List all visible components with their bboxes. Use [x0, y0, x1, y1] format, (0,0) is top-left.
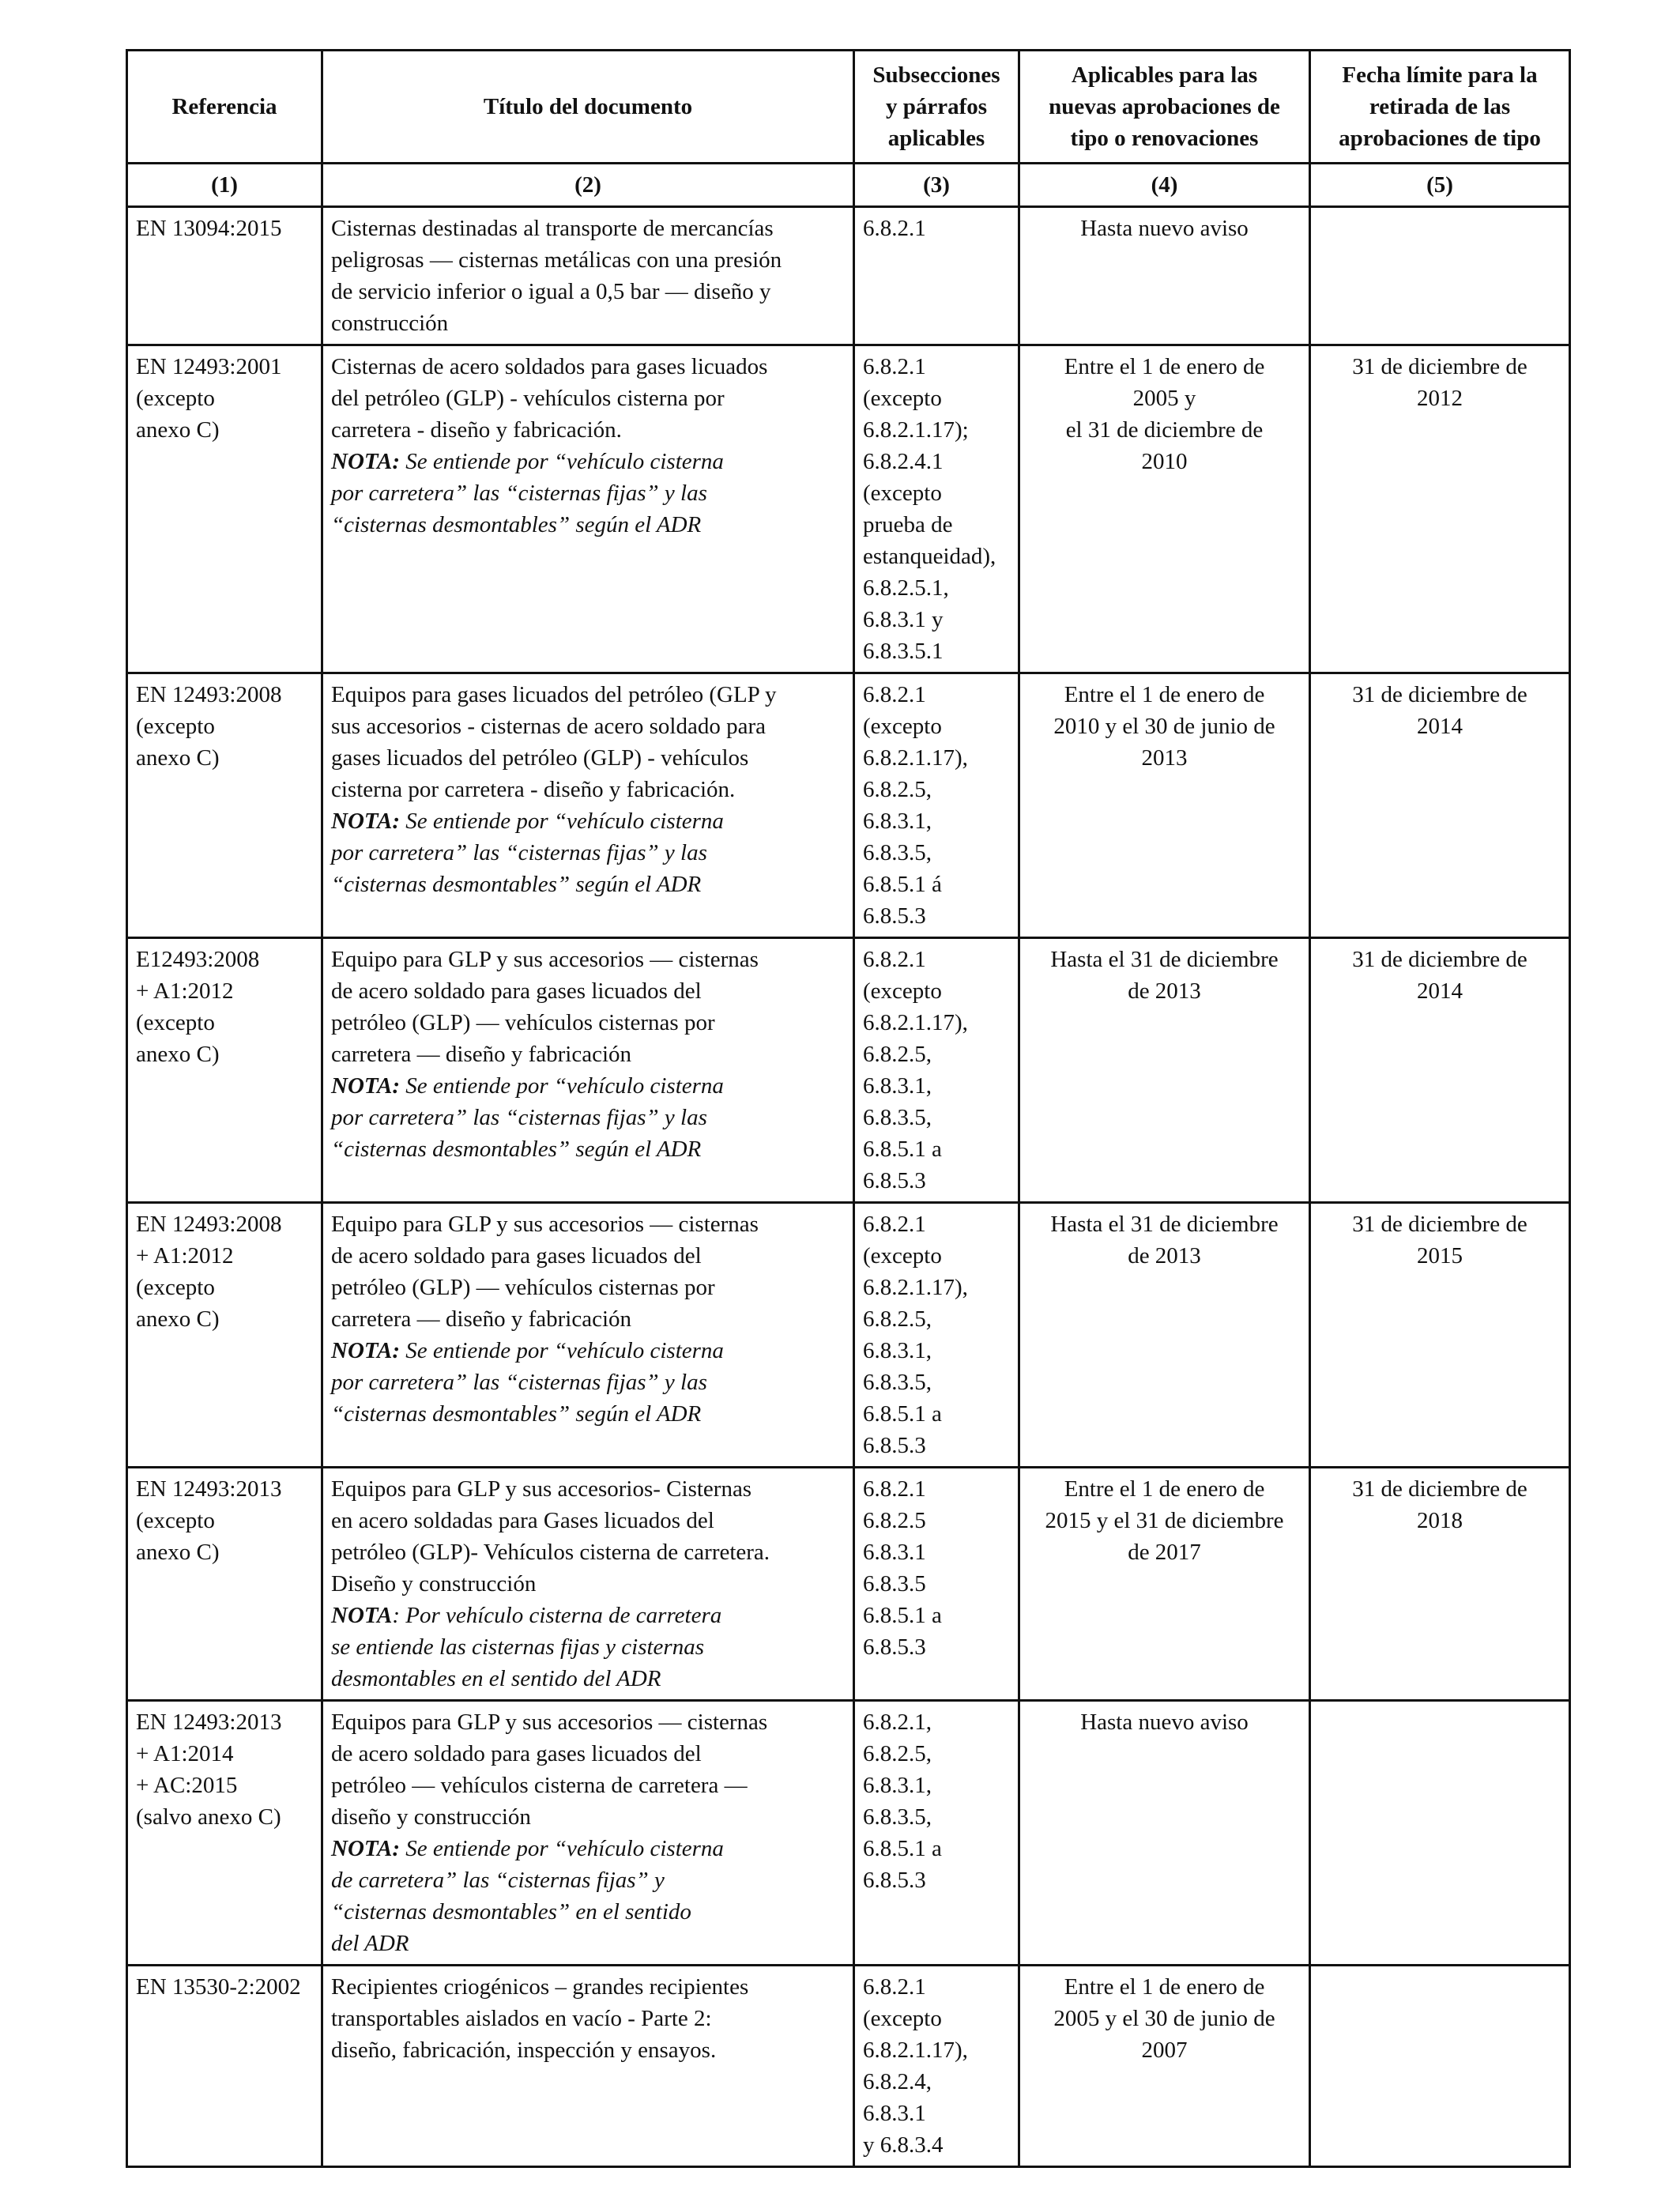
- note-text: por carretera” las “cisternas fijas” y las: [331, 481, 707, 506]
- note-text: desmontables en el sentido del ADR: [331, 1666, 661, 1691]
- note-text: “cisternas desmontables” según el ADR: [331, 512, 702, 537]
- title-cell-line: de servicio inferior o igual a 0,5 bar — diseño y: [331, 279, 771, 304]
- reference-cell: [127, 207, 322, 345]
- deadline-cell-line: 2014: [1417, 978, 1463, 1004]
- note-label: NOTA:: [331, 1338, 400, 1363]
- title-cell-line: Equipos para gases licuados del petróleo (GLP y: [331, 682, 777, 707]
- sections-cell-line: 6.8.3.5: [863, 1571, 926, 1596]
- column-number: (3): [854, 164, 1019, 207]
- applicable-cell-line: de 2017: [1128, 1540, 1201, 1565]
- note-line: [331, 1663, 845, 1695]
- applicable-cell: [1019, 1966, 1310, 2167]
- title-cell: [322, 345, 854, 673]
- title-cell-line: petróleo — vehículos cisterna de carretera —: [331, 1773, 748, 1798]
- sections-cell-line: 6.8.2.1.17),: [863, 1010, 968, 1035]
- note-line: [331, 1102, 845, 1133]
- sections-cell-line: (excepto: [863, 1243, 942, 1269]
- note-label: NOTA: [331, 1603, 393, 1628]
- applicable-cell: [1019, 207, 1310, 345]
- sections-cell-line: 6.8.3.5,: [863, 840, 932, 865]
- sections-cell-line: 6.8.2.1.17),: [863, 745, 968, 771]
- title-cell-line: en acero soldadas para Gases licuados del: [331, 1508, 714, 1533]
- applicable-cell-line: 2007: [1141, 2038, 1188, 2063]
- deadline-cell: [1310, 1701, 1570, 1966]
- sections-cell-line: 6.8.3.1,: [863, 1338, 932, 1363]
- sections-cell-line: 6.8.2.1: [863, 1212, 926, 1237]
- sections-cell-line: 6.8.3.1,: [863, 1073, 932, 1099]
- applicable-cell-line: 2010: [1141, 449, 1188, 474]
- applicable-cell-line: Entre el 1 de enero de: [1064, 682, 1265, 707]
- note-line: [331, 1833, 845, 1864]
- reference-cell-line: anexo C): [136, 417, 220, 443]
- sections-cell-line: 6.8.5.3: [863, 903, 926, 929]
- deadline-cell-line: 31 de diciembre de: [1352, 682, 1527, 707]
- sections-cell-line: 6.8.3.1,: [863, 809, 932, 834]
- applicable-cell: [1019, 345, 1310, 673]
- sections-cell-line: estanqueidad),: [863, 544, 996, 569]
- applicable-cell-line: de 2013: [1128, 1243, 1201, 1269]
- sections-cell: [854, 345, 1019, 673]
- header-referencia: Referencia: [127, 51, 322, 164]
- note-text: Se entiende por “vehículo cisterna: [400, 1073, 724, 1099]
- note-line: [331, 446, 845, 477]
- table-row: [127, 938, 1570, 1203]
- note-line: [331, 1864, 845, 1896]
- sections-cell-line: (excepto: [863, 481, 942, 506]
- note-text: “cisternas desmontables” según el ADR: [331, 872, 702, 897]
- title-cell-line: peligrosas — cisternas metálicas con una presión: [331, 247, 782, 273]
- applicable-cell: [1019, 673, 1310, 938]
- sections-cell-line: y 6.8.3.4: [863, 2132, 944, 2158]
- note-line: [331, 1631, 845, 1663]
- reference-cell-line: EN 12493:2013: [136, 1710, 282, 1735]
- note-line: [331, 1896, 845, 1928]
- deadline-cell-line: 2018: [1417, 1508, 1463, 1533]
- reference-cell-line: EN 12493:2013: [136, 1476, 282, 1502]
- title-cell-line: petróleo (GLP) — vehículos cisternas por: [331, 1010, 715, 1035]
- reference-cell-line: (excepto: [136, 714, 215, 739]
- reference-cell-line: anexo C): [136, 1306, 220, 1332]
- sections-cell-line: 6.8.3.1: [863, 1540, 926, 1565]
- title-cell-line: carretera — diseño y fabricación: [331, 1306, 632, 1332]
- sections-cell-line: 6.8.2.1: [863, 1476, 926, 1502]
- table-row: [127, 1203, 1570, 1468]
- note-text: por carretera” las “cisternas fijas” y las: [331, 1370, 707, 1395]
- note-line: [331, 1600, 845, 1631]
- sections-cell-line: 6.8.2.1.17),: [863, 2038, 968, 2063]
- note-line: [331, 1367, 845, 1398]
- applicable-cell: [1019, 1203, 1310, 1468]
- table-row: [127, 345, 1570, 673]
- applicable-cell-line: Hasta nuevo aviso: [1080, 216, 1249, 241]
- note-text: del ADR: [331, 1931, 409, 1956]
- applicable-cell-line: 2010 y el 30 de junio de: [1053, 714, 1275, 739]
- sections-cell-line: (excepto: [863, 2006, 942, 2031]
- sections-cell-line: 6.8.3.5.1: [863, 639, 944, 664]
- note-label: NOTA:: [331, 1073, 400, 1099]
- title-cell: [322, 207, 854, 345]
- title-cell-line: diseño, fabricación, inspección y ensayos.: [331, 2038, 717, 2063]
- applicable-cell-line: Entre el 1 de enero de: [1064, 1476, 1265, 1502]
- sections-cell-line: 6.8.2.1: [863, 1974, 926, 2000]
- deadline-cell-line: 2014: [1417, 714, 1463, 739]
- note-text: Se entiende por “vehículo cisterna: [400, 1836, 724, 1861]
- header-titulo: Título del documento: [322, 51, 854, 164]
- sections-cell-line: 6.8.2.5: [863, 1508, 926, 1533]
- note-text: Se entiende por “vehículo cisterna: [400, 449, 724, 474]
- title-cell-line: del petróleo (GLP) - vehículos cisterna por: [331, 386, 725, 411]
- sections-cell-line: 6.8.3.1 y: [863, 607, 944, 632]
- reference-cell: [127, 673, 322, 938]
- applicable-cell: [1019, 1468, 1310, 1701]
- title-cell-line: Diseño y construcción: [331, 1571, 537, 1596]
- sections-cell-line: 6.8.2.5,: [863, 1306, 932, 1332]
- sections-cell-line: 6.8.5.3: [863, 1168, 926, 1193]
- sections-cell: [854, 207, 1019, 345]
- sections-cell-line: 6.8.2.1.17),: [863, 1275, 968, 1300]
- sections-cell-line: 6.8.5.1 a: [863, 1836, 942, 1861]
- note-text: “cisternas desmontables” según el ADR: [331, 1401, 702, 1427]
- reference-cell-line: + A1:2012: [136, 1243, 234, 1269]
- deadline-cell-line: 31 de diciembre de: [1352, 354, 1527, 379]
- deadline-cell: [1310, 207, 1570, 345]
- sections-cell-line: 6.8.3.5,: [863, 1370, 932, 1395]
- deadline-cell-line: 31 de diciembre de: [1352, 1476, 1527, 1502]
- title-cell-line: Equipo para GLP y sus accesorios — cisternas: [331, 1212, 759, 1237]
- applicable-cell-line: Hasta nuevo aviso: [1080, 1710, 1249, 1735]
- reference-cell: [127, 1203, 322, 1468]
- reference-cell: [127, 1468, 322, 1701]
- title-cell-line: carretera — diseño y fabricación: [331, 1042, 632, 1067]
- reference-cell-line: + AC:2015: [136, 1773, 238, 1798]
- reference-cell-line: anexo C): [136, 1042, 220, 1067]
- sections-cell-line: 6.8.2.5,: [863, 777, 932, 802]
- sections-cell-line: 6.8.2.4,: [863, 2069, 932, 2094]
- title-cell-line: Equipos para GLP y sus accesorios- Cisternas: [331, 1476, 752, 1502]
- sections-cell-line: (excepto: [863, 714, 942, 739]
- sections-cell: [854, 1468, 1019, 1701]
- sections-cell-line: 6.8.2.1: [863, 216, 926, 241]
- sections-cell-line: 6.8.2.1: [863, 947, 926, 972]
- note-text: de carretera” las “cisternas fijas” y: [331, 1868, 665, 1893]
- title-cell-line: Recipientes criogénicos – grandes recipientes: [331, 1974, 749, 2000]
- applicable-cell-line: Entre el 1 de enero de: [1064, 1974, 1265, 2000]
- deadline-cell: [1310, 1966, 1570, 2167]
- header-row: [127, 51, 1570, 164]
- sections-cell: [854, 673, 1019, 938]
- reference-cell: [127, 1966, 322, 2167]
- note-line: [331, 869, 845, 900]
- title-cell-line: petróleo (GLP)- Vehículos cisterna de carretera.: [331, 1540, 770, 1565]
- title-cell-line: diseño y construcción: [331, 1804, 531, 1830]
- title-cell-line: petróleo (GLP) — vehículos cisternas por: [331, 1275, 715, 1300]
- applicable-cell-line: Hasta el 31 de diciembre: [1050, 947, 1279, 972]
- sections-cell: [854, 1203, 1019, 1468]
- title-cell-line: de acero soldado para gases licuados del: [331, 1741, 702, 1766]
- sections-cell-line: 6.8.5.1 a: [863, 1603, 942, 1628]
- note-line: [331, 477, 845, 509]
- applicable-cell: [1019, 1701, 1310, 1966]
- note-label: NOTA:: [331, 1836, 400, 1861]
- title-cell-line: de acero soldado para gases licuados del: [331, 978, 702, 1004]
- deadline-cell: [1310, 1203, 1570, 1468]
- title-cell-line: Equipo para GLP y sus accesorios — cisternas: [331, 947, 759, 972]
- title-cell: [322, 1701, 854, 1966]
- table-row: [127, 1701, 1570, 1966]
- sections-cell-line: 6.8.2.5,: [863, 1042, 932, 1067]
- sections-cell-line: 6.8.5.3: [863, 1433, 926, 1458]
- note-text: Se entiende por “vehículo cisterna: [400, 1338, 724, 1363]
- sections-cell-line: 6.8.5.1 á: [863, 872, 942, 897]
- deadline-cell-line: 31 de diciembre de: [1352, 947, 1527, 972]
- reference-cell-line: anexo C): [136, 1540, 220, 1565]
- title-cell-line: cisterna por carretera - diseño y fabricación.: [331, 777, 736, 802]
- note-label: NOTA:: [331, 809, 400, 834]
- sections-cell-line: 6.8.2.1.17);: [863, 417, 969, 443]
- reference-cell-line: EN 12493:2008: [136, 1212, 282, 1237]
- applicable-cell-line: 2005 y: [1132, 386, 1196, 411]
- sections-cell-line: 6.8.5.3: [863, 1634, 926, 1660]
- sections-cell-line: 6.8.5.1 a: [863, 1401, 942, 1427]
- reference-cell-line: (excepto: [136, 1508, 215, 1533]
- header-aplicables: Aplicables para las nuevas aprobaciones de tipo o renovaciones: [1019, 51, 1310, 164]
- reference-cell-line: E12493:2008: [136, 947, 260, 972]
- table-row: [127, 673, 1570, 938]
- note-line: [331, 805, 845, 837]
- sections-cell-line: 6.8.2.5.1,: [863, 575, 949, 601]
- reference-cell-line: (salvo anexo C): [136, 1804, 281, 1830]
- note-text: “cisternas desmontables” en el sentido: [331, 1899, 691, 1924]
- table-row: [127, 1468, 1570, 1701]
- reference-cell-line: EN 12493:2001: [136, 354, 282, 379]
- note-line: [331, 1398, 845, 1430]
- note-text: Se entiende por “vehículo cisterna: [400, 809, 724, 834]
- sections-cell-line: 6.8.3.1,: [863, 1773, 932, 1798]
- deadline-cell: [1310, 938, 1570, 1203]
- column-number: (5): [1310, 164, 1570, 207]
- note-label: NOTA:: [331, 449, 400, 474]
- note-text: por carretera” las “cisternas fijas” y las: [331, 1105, 707, 1130]
- sections-cell-line: 6.8.5.1 a: [863, 1137, 942, 1162]
- sections-cell-line: 6.8.2.4.1: [863, 449, 944, 474]
- sections-cell: [854, 938, 1019, 1203]
- note-line: [331, 1070, 845, 1102]
- title-cell-line: de acero soldado para gases licuados del: [331, 1243, 702, 1269]
- reference-cell-line: EN 13530-2:2002: [136, 1974, 301, 2000]
- applicable-cell-line: 2015 y el 31 de diciembre: [1045, 1508, 1284, 1533]
- note-line: [331, 1335, 845, 1367]
- deadline-cell-line: 31 de diciembre de: [1352, 1212, 1527, 1237]
- title-cell: [322, 1966, 854, 2167]
- reference-cell-line: anexo C): [136, 745, 220, 771]
- title-cell-line: transportables aislados en vacío - Parte 2:: [331, 2006, 712, 2031]
- note-line: [331, 1928, 845, 1959]
- title-cell: [322, 1468, 854, 1701]
- sections-cell: [854, 1966, 1019, 2167]
- title-cell: [322, 673, 854, 938]
- applicable-cell-line: Hasta el 31 de diciembre: [1050, 1212, 1279, 1237]
- reference-cell-line: EN 13094:2015: [136, 216, 282, 241]
- column-number: (1): [127, 164, 322, 207]
- title-cell-line: Equipos para GLP y sus accesorios — cisternas: [331, 1710, 768, 1735]
- header-fecha-limite: Fecha límite para la retirada de las aprobaciones de tipo: [1310, 51, 1570, 164]
- note-line: [331, 509, 845, 541]
- applicable-cell-line: Entre el 1 de enero de: [1064, 354, 1265, 379]
- sections-cell-line: prueba de: [863, 512, 953, 537]
- applicable-cell-line: 2013: [1141, 745, 1188, 771]
- standards-table: [126, 49, 1571, 2168]
- sections-cell-line: 6.8.3.5,: [863, 1105, 932, 1130]
- title-cell: [322, 938, 854, 1203]
- title-cell-line: construcción: [331, 311, 449, 336]
- sections-cell: [854, 1701, 1019, 1966]
- deadline-cell: [1310, 345, 1570, 673]
- applicable-cell-line: 2005 y el 30 de junio de: [1053, 2006, 1275, 2031]
- sections-cell-line: 6.8.5.3: [863, 1868, 926, 1893]
- sections-cell-line: 6.8.2.1: [863, 682, 926, 707]
- reference-cell-line: (excepto: [136, 386, 215, 411]
- deadline-cell: [1310, 673, 1570, 938]
- sections-cell-line: 6.8.2.1,: [863, 1710, 932, 1735]
- reference-cell-line: EN 12493:2008: [136, 682, 282, 707]
- column-number: (2): [322, 164, 854, 207]
- reference-cell-line: + A1:2014: [136, 1741, 234, 1766]
- note-line: [331, 837, 845, 869]
- applicable-cell: [1019, 938, 1310, 1203]
- note-text: “cisternas desmontables” según el ADR: [331, 1137, 702, 1162]
- column-number-row: [127, 164, 1570, 207]
- title-cell-line: carretera - diseño y fabricación.: [331, 417, 622, 443]
- title-cell-line: sus accesorios - cisternas de acero soldado para: [331, 714, 766, 739]
- title-cell-line: gases licuados del petróleo (GLP) - vehículos: [331, 745, 749, 771]
- note-text: : Por vehículo cisterna de carretera: [392, 1603, 722, 1628]
- applicable-cell-line: el 31 de diciembre de: [1065, 417, 1264, 443]
- deadline-cell-line: 2015: [1417, 1243, 1463, 1269]
- note-text: por carretera” las “cisternas fijas” y las: [331, 840, 707, 865]
- table-row: [127, 1966, 1570, 2167]
- title-cell: [322, 1203, 854, 1468]
- applicable-cell-line: de 2013: [1128, 978, 1201, 1004]
- note-text: se entiende las cisternas fijas y cisternas: [331, 1634, 704, 1660]
- reference-cell: [127, 1701, 322, 1966]
- sections-cell-line: 6.8.2.5,: [863, 1741, 932, 1766]
- table-row: [127, 207, 1570, 345]
- reference-cell-line: (excepto: [136, 1010, 215, 1035]
- reference-cell-line: (excepto: [136, 1275, 215, 1300]
- reference-cell: [127, 345, 322, 673]
- header-subsecciones: Subsecciones y párrafos aplicables: [854, 51, 1019, 164]
- title-cell-line: Cisternas destinadas al transporte de mercancías: [331, 216, 774, 241]
- sections-cell-line: (excepto: [863, 386, 942, 411]
- sections-cell-line: 6.8.3.5,: [863, 1804, 932, 1830]
- table-body: [127, 207, 1570, 2167]
- reference-cell: [127, 938, 322, 1203]
- deadline-cell-line: 2012: [1417, 386, 1463, 411]
- reference-cell-line: + A1:2012: [136, 978, 234, 1004]
- column-number: (4): [1019, 164, 1310, 207]
- note-line: [331, 1133, 845, 1165]
- sections-cell-line: (excepto: [863, 978, 942, 1004]
- title-cell-line: Cisternas de acero soldados para gases licuados: [331, 354, 768, 379]
- sections-cell-line: 6.8.2.1: [863, 354, 926, 379]
- deadline-cell: [1310, 1468, 1570, 1701]
- sections-cell-line: 6.8.3.1: [863, 2101, 926, 2126]
